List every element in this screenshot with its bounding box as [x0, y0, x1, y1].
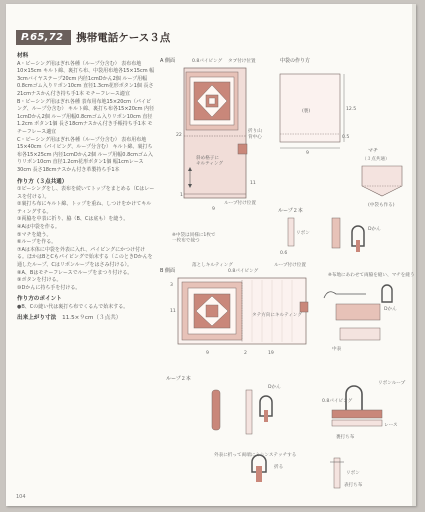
- step-4: ④Aは中袋を作る。: [17, 224, 60, 231]
- lining-diagram: [280, 74, 344, 148]
- howto-heading: 作り方（３点共通）: [17, 178, 68, 185]
- loop-a-ribbon: リボン: [296, 231, 310, 236]
- step-1: ①ピーシングをし、表布を続いてトップをまとめる（Cはレースを付ける）。: [17, 186, 155, 200]
- a-quilt-label: 斜め格子にキルティング: [196, 156, 224, 167]
- page-number: 104: [16, 494, 26, 500]
- figure-b-label: B 側面: [160, 268, 176, 274]
- loop-a-label: ループ２本: [278, 208, 303, 214]
- c-lace: レース: [384, 423, 398, 428]
- a-note: ※中袋は同様に1枚で一枚布で裁つ: [172, 233, 216, 244]
- a-dim-11: 11: [250, 181, 256, 186]
- b-dim-2: 2: [244, 351, 247, 356]
- a-dim-22: 22: [176, 133, 182, 138]
- c-detail-3: [330, 458, 344, 488]
- gusset-sub: （３点共通）: [362, 157, 390, 162]
- b-dim-19: 19: [268, 351, 274, 356]
- finished-size: [17, 315, 155, 323]
- gusset-inner: (中袋も作る): [368, 203, 395, 208]
- c-detail-1: [324, 285, 392, 340]
- a-center-label: 背中心: [248, 135, 262, 140]
- materials-b: B・ピーシング用はぎれ各種 表布用布地15×20cm（パイピング、ループ分含む） キルト綿、裏打ち布各15×20cm 内径1cmDかん2個 ループ用幅0.8cmゴム入りリボン10cm 直径1.2cm ボタン1個 長さ18cmナスかん付き手帳持ち手1本 モチーフレース適宜: [17, 98, 155, 135]
- step-3: ③両脇を中表に折り、脇（B、Cは底も）を縫う。: [17, 216, 129, 223]
- c-detail-2: [332, 386, 382, 426]
- loop-b-ring: Dかん: [268, 385, 281, 390]
- a-fold-label: 折り山: [248, 129, 262, 134]
- step-10: ⑩Dかんに持ち手を付ける。: [17, 284, 81, 291]
- materials-a: A・ピーシング用はぎれ各種（ループ分含む） 表布布地10×15cm キルト綿、裏打ち布、中袋用布地各15×15cm 幅3cmバイヤステープ20cm 内径1cmDかん2個 ループ用幅0.8cmゴム入りリボン10cm 直径1.3cm花形ボタン1個 長さ21cmナスかん付き持ち手1本 モチーフレース適宜: [17, 60, 155, 97]
- diagram-area: [156, 54, 418, 494]
- c-plate: 表打ち布: [344, 483, 363, 488]
- c-dir: 折る: [274, 465, 284, 470]
- loop-b-diagram: [212, 390, 272, 482]
- page-header: [16, 30, 170, 45]
- c-ribbon-loop: リボンループ: [378, 381, 406, 386]
- loop-b-label: ループ２本: [166, 376, 191, 382]
- gusset-label: マチ: [368, 148, 379, 154]
- c-piping: 0.8パイピング: [322, 399, 353, 404]
- gusset-diagram: [362, 166, 402, 196]
- a-dim-9: 9: [212, 207, 215, 212]
- b-dim-11: 11: [170, 309, 176, 314]
- step-9: ⑨ボタンを付ける。: [17, 277, 62, 284]
- a-binding-label: 0.8パイピング: [192, 59, 223, 64]
- c-loop-attach: ※布地にあわせて両脇を縫い、マチを縫う: [328, 273, 415, 278]
- lining-dim-05: 0.5: [342, 135, 350, 140]
- lining-inner: (裏): [302, 109, 311, 114]
- lining-dim-12: 12.5: [346, 107, 357, 112]
- c-lining: 裏打ち布: [336, 435, 355, 440]
- b-dim-3: 3: [170, 283, 173, 288]
- a-loop-label: ループ付け位置: [224, 201, 256, 206]
- step-6: ⑥ループを作る。: [17, 239, 57, 246]
- figure-a-label: A 側面: [160, 58, 176, 64]
- c-ring: Dかん: [384, 307, 397, 312]
- loop-a-ring: Dかん: [368, 227, 381, 232]
- materials-heading: 材料: [17, 53, 29, 59]
- b-case-panel: [178, 278, 308, 344]
- step-2: ②裏打ち布にキルト綿、トップを重ね、しつけをかけてキルティングする。: [17, 201, 152, 215]
- instruction-column: [17, 49, 155, 322]
- book-page: [6, 4, 416, 506]
- finished-size-value: 11.5×９cm（３点共）: [62, 314, 122, 321]
- b-loop-label: ループ付け位置: [274, 263, 306, 268]
- b-checks-label: タテ方向にキルティング: [252, 313, 303, 318]
- c-note2: 外表に折って両端にミシンステッチする: [214, 453, 297, 458]
- a-case-panel: [184, 68, 247, 198]
- b-quilt-label: 落としキルティング: [192, 263, 233, 268]
- c-rbt: リボン: [346, 471, 360, 476]
- points-text: ●B、Cの縫い代は裏打ち布でくるんで始末する。: [17, 304, 129, 310]
- c-mid: 中表: [332, 347, 342, 352]
- step-7: ⑦Aは本体に中袋を外表に入れ、パイピングにかつけ付ける。ほかはBとCもパイピングで始末する（このときDかんを通したループ、Cはリボンループをはさみ付ける）。: [17, 246, 153, 269]
- b-dim-9: 9: [206, 351, 209, 356]
- lining-dim-9: 9: [306, 151, 309, 156]
- points-heading: 作り方のポイント: [17, 296, 62, 303]
- materials-c: C・ピーシング用はぎれ各種（ループ分含む） 表布用布地15×40cm（パイピング、ループ分含む） キルト綿、裏打ち布各15×25cm 内径1cmDかん2個 ループ用幅0.8cmゴム入りリボン10cm 直径1.2cm花形ボタン1個 幅1cmレース30cm 長さ18cmナスかん付き革製持ち手1本: [17, 136, 153, 173]
- loop-a-dim: 0.6: [280, 251, 288, 256]
- a-dim-1: 1: [180, 193, 183, 198]
- step-5: ⑤マチを縫う。: [17, 231, 52, 238]
- page-reference-badge: P.65,72: [16, 30, 71, 45]
- lining-label: 中袋の作り方: [280, 58, 311, 64]
- a-tab-label: タブ付け位置: [228, 59, 256, 64]
- step-8: ⑧A、Bはモチーフレースでループをまつり付ける。: [17, 269, 133, 276]
- b-binding-label: 0.8パイピング: [228, 269, 259, 274]
- page-title: 携帯電話ケース３点: [76, 32, 171, 44]
- finished-size-label: 出来上がり寸法: [17, 314, 57, 321]
